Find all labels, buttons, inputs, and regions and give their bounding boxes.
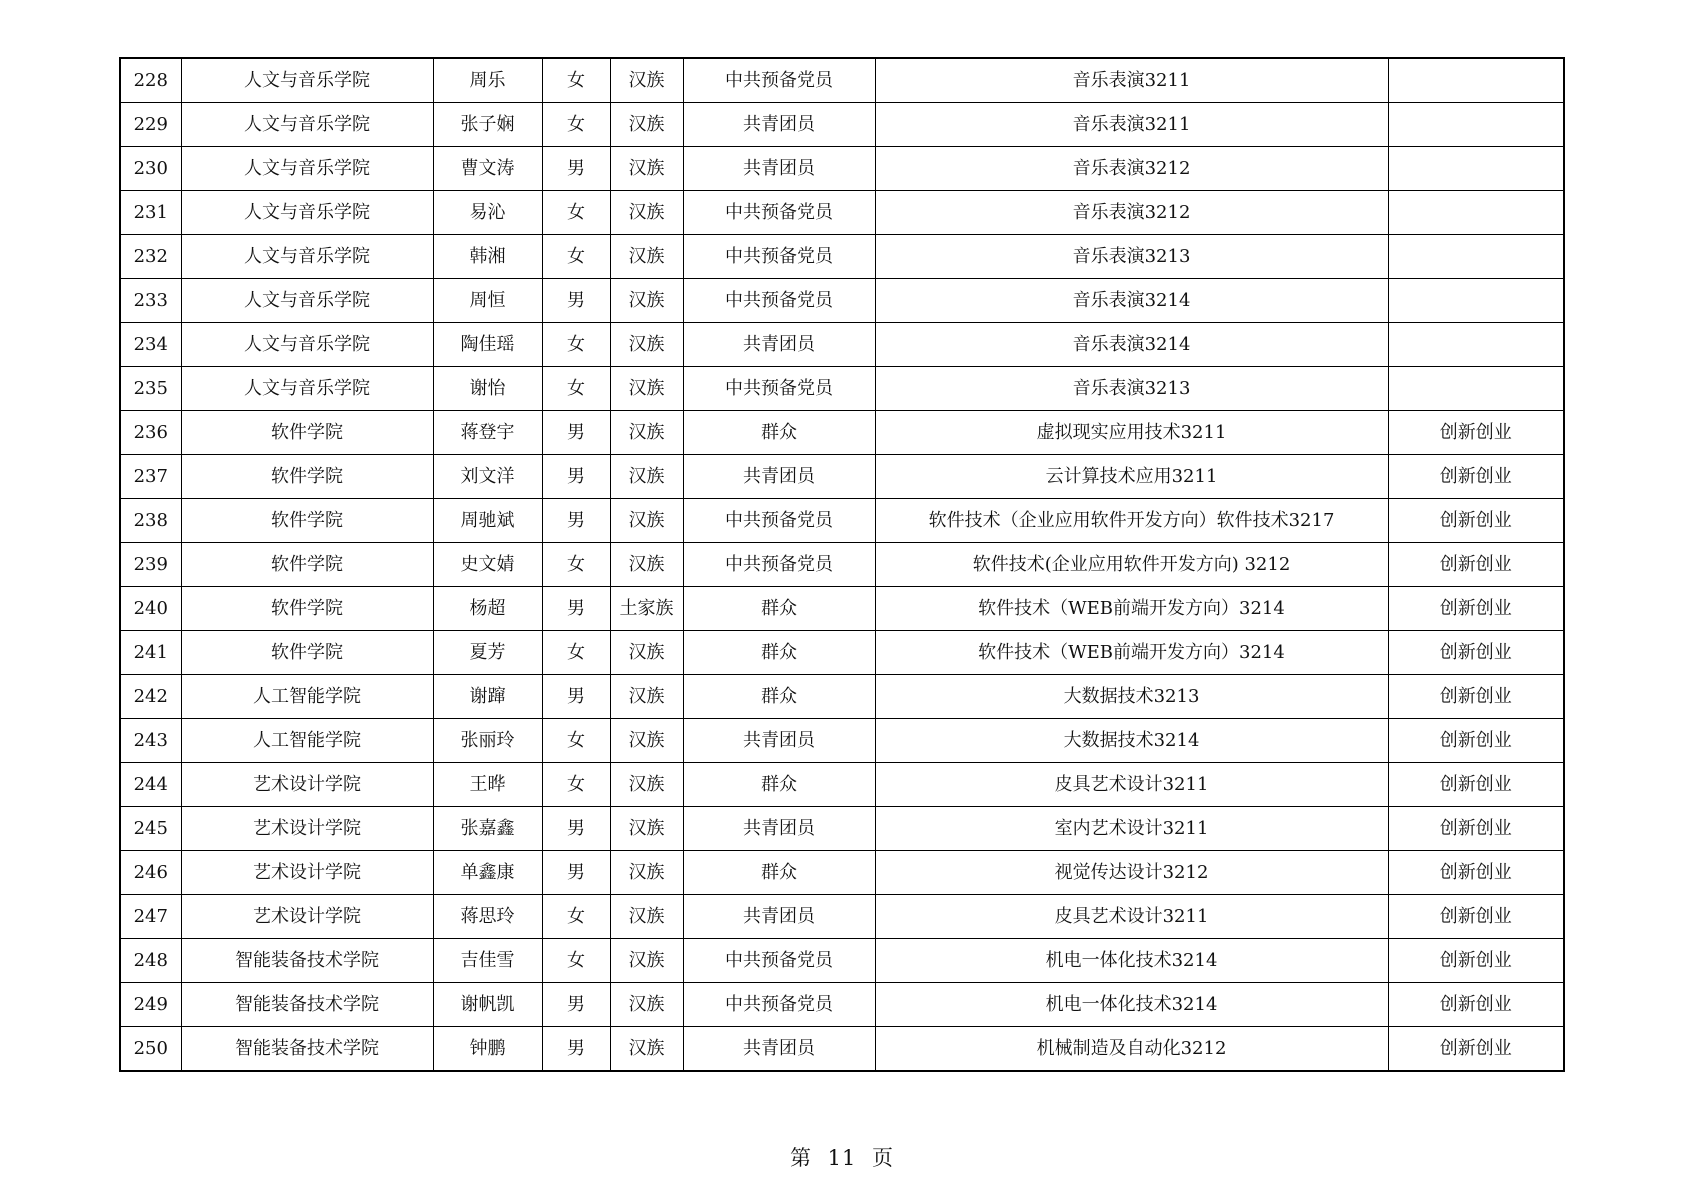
category-cell: 创新创业 [1388, 543, 1564, 587]
row-number-cell: 237 [120, 455, 181, 499]
political-status-cell: 群众 [683, 411, 875, 455]
gender-cell: 女 [542, 895, 610, 939]
category-cell [1388, 235, 1564, 279]
student-name-cell: 单鑫康 [433, 851, 542, 895]
major-class-cell: 大数据技术3213 [875, 675, 1388, 719]
page-suffix: 页 [872, 1146, 895, 1170]
ethnicity-cell: 汉族 [610, 807, 683, 851]
roster-sheet [119, 57, 1563, 1072]
major-class-cell: 音乐表演3213 [875, 367, 1388, 411]
row-number-cell: 232 [120, 235, 181, 279]
student-name-cell: 蒋思玲 [433, 895, 542, 939]
gender-cell: 女 [542, 367, 610, 411]
category-cell [1388, 323, 1564, 367]
table-row [120, 455, 1564, 499]
political-status-cell: 共青团员 [683, 807, 875, 851]
table-row [120, 543, 1564, 587]
major-class-cell: 视觉传达设计3212 [875, 851, 1388, 895]
political-status-cell: 群众 [683, 675, 875, 719]
political-status-cell: 共青团员 [683, 147, 875, 191]
college-cell: 人工智能学院 [181, 675, 433, 719]
ethnicity-cell: 汉族 [610, 851, 683, 895]
gender-cell: 男 [542, 455, 610, 499]
gender-cell: 男 [542, 499, 610, 543]
gender-cell: 女 [542, 58, 610, 103]
table-row [120, 763, 1564, 807]
ethnicity-cell: 汉族 [610, 455, 683, 499]
gender-cell: 男 [542, 807, 610, 851]
table-row [120, 323, 1564, 367]
category-cell: 创新创业 [1388, 895, 1564, 939]
major-class-cell: 机电一体化技术3214 [875, 983, 1388, 1027]
political-status-cell: 中共预备党员 [683, 235, 875, 279]
college-cell: 人工智能学院 [181, 719, 433, 763]
row-number-cell: 236 [120, 411, 181, 455]
gender-cell: 女 [542, 939, 610, 983]
student-name-cell: 周乐 [433, 58, 542, 103]
college-cell: 人文与音乐学院 [181, 235, 433, 279]
ethnicity-cell: 汉族 [610, 719, 683, 763]
ethnicity-cell: 汉族 [610, 631, 683, 675]
political-status-cell: 群众 [683, 587, 875, 631]
college-cell: 艺术设计学院 [181, 807, 433, 851]
political-status-cell: 群众 [683, 851, 875, 895]
student-name-cell: 谢怡 [433, 367, 542, 411]
gender-cell: 男 [542, 587, 610, 631]
ethnicity-cell: 汉族 [610, 191, 683, 235]
major-class-cell: 皮具艺术设计3211 [875, 763, 1388, 807]
student-roster-table [119, 57, 1565, 1072]
category-cell: 创新创业 [1388, 411, 1564, 455]
gender-cell: 女 [542, 631, 610, 675]
college-cell: 人文与音乐学院 [181, 367, 433, 411]
ethnicity-cell: 汉族 [610, 279, 683, 323]
ethnicity-cell: 汉族 [610, 411, 683, 455]
political-status-cell: 群众 [683, 631, 875, 675]
major-class-cell: 软件技术（WEB前端开发方向）3214 [875, 587, 1388, 631]
ethnicity-cell: 汉族 [610, 103, 683, 147]
category-cell: 创新创业 [1388, 1027, 1564, 1072]
major-class-cell: 音乐表演3213 [875, 235, 1388, 279]
ethnicity-cell: 汉族 [610, 147, 683, 191]
student-name-cell: 钟鹏 [433, 1027, 542, 1072]
major-class-cell: 音乐表演3211 [875, 58, 1388, 103]
gender-cell: 男 [542, 411, 610, 455]
gender-cell: 女 [542, 235, 610, 279]
ethnicity-cell: 汉族 [610, 367, 683, 411]
row-number-cell: 243 [120, 719, 181, 763]
major-class-cell: 软件技术（企业应用软件开发方向）软件技术3217 [875, 499, 1388, 543]
ethnicity-cell: 汉族 [610, 763, 683, 807]
gender-cell: 男 [542, 279, 610, 323]
page-prefix: 第 [789, 1146, 812, 1170]
political-status-cell: 中共预备党员 [683, 58, 875, 103]
student-name-cell: 夏芳 [433, 631, 542, 675]
category-cell: 创新创业 [1388, 763, 1564, 807]
major-class-cell: 云计算技术应用3211 [875, 455, 1388, 499]
gender-cell: 女 [542, 543, 610, 587]
table-row [120, 147, 1564, 191]
table-row [120, 367, 1564, 411]
ethnicity-cell: 汉族 [610, 58, 683, 103]
student-name-cell: 王晔 [433, 763, 542, 807]
political-status-cell: 共青团员 [683, 455, 875, 499]
category-cell [1388, 103, 1564, 147]
gender-cell: 男 [542, 147, 610, 191]
row-number-cell: 242 [120, 675, 181, 719]
political-status-cell: 中共预备党员 [683, 191, 875, 235]
ethnicity-cell: 汉族 [610, 543, 683, 587]
student-name-cell: 张子娴 [433, 103, 542, 147]
category-cell [1388, 279, 1564, 323]
gender-cell: 男 [542, 983, 610, 1027]
college-cell: 人文与音乐学院 [181, 103, 433, 147]
major-class-cell: 室内艺术设计3211 [875, 807, 1388, 851]
college-cell: 艺术设计学院 [181, 851, 433, 895]
table-row [120, 587, 1564, 631]
category-cell: 创新创业 [1388, 455, 1564, 499]
major-class-cell: 皮具艺术设计3211 [875, 895, 1388, 939]
category-cell [1388, 367, 1564, 411]
roster-body [120, 58, 1564, 1071]
ethnicity-cell: 汉族 [610, 323, 683, 367]
row-number-cell: 245 [120, 807, 181, 851]
gender-cell: 女 [542, 103, 610, 147]
political-status-cell: 中共预备党员 [683, 983, 875, 1027]
political-status-cell: 共青团员 [683, 323, 875, 367]
table-row [120, 895, 1564, 939]
political-status-cell: 共青团员 [683, 895, 875, 939]
political-status-cell: 中共预备党员 [683, 543, 875, 587]
major-class-cell: 机械制造及自动化3212 [875, 1027, 1388, 1072]
table-row [120, 191, 1564, 235]
political-status-cell: 中共预备党员 [683, 499, 875, 543]
student-name-cell: 谢蹿 [433, 675, 542, 719]
table-row [120, 939, 1564, 983]
major-class-cell: 音乐表演3214 [875, 279, 1388, 323]
table-row [120, 58, 1564, 103]
row-number-cell: 250 [120, 1027, 181, 1072]
major-class-cell: 音乐表演3212 [875, 191, 1388, 235]
student-name-cell: 蒋登宇 [433, 411, 542, 455]
page-footer [0, 1142, 1684, 1172]
college-cell: 人文与音乐学院 [181, 58, 433, 103]
gender-cell: 女 [542, 191, 610, 235]
category-cell: 创新创业 [1388, 719, 1564, 763]
college-cell: 艺术设计学院 [181, 895, 433, 939]
row-number-cell: 241 [120, 631, 181, 675]
political-status-cell: 共青团员 [683, 1027, 875, 1072]
row-number-cell: 244 [120, 763, 181, 807]
college-cell: 智能装备技术学院 [181, 939, 433, 983]
political-status-cell: 中共预备党员 [683, 367, 875, 411]
row-number-cell: 228 [120, 58, 181, 103]
major-class-cell: 音乐表演3214 [875, 323, 1388, 367]
row-number-cell: 235 [120, 367, 181, 411]
political-status-cell: 中共预备党员 [683, 939, 875, 983]
table-row [120, 807, 1564, 851]
college-cell: 人文与音乐学院 [181, 191, 433, 235]
category-cell: 创新创业 [1388, 675, 1564, 719]
ethnicity-cell: 汉族 [610, 499, 683, 543]
ethnicity-cell: 汉族 [610, 895, 683, 939]
college-cell: 人文与音乐学院 [181, 323, 433, 367]
category-cell [1388, 147, 1564, 191]
political-status-cell: 共青团员 [683, 103, 875, 147]
category-cell: 创新创业 [1388, 983, 1564, 1027]
row-number-cell: 240 [120, 587, 181, 631]
category-cell [1388, 191, 1564, 235]
category-cell: 创新创业 [1388, 807, 1564, 851]
table-row [120, 675, 1564, 719]
row-number-cell: 239 [120, 543, 181, 587]
row-number-cell: 247 [120, 895, 181, 939]
major-class-cell: 音乐表演3211 [875, 103, 1388, 147]
table-row [120, 851, 1564, 895]
student-name-cell: 易沁 [433, 191, 542, 235]
category-cell [1388, 58, 1564, 103]
student-name-cell: 吉佳雪 [433, 939, 542, 983]
college-cell: 软件学院 [181, 499, 433, 543]
category-cell: 创新创业 [1388, 631, 1564, 675]
political-status-cell: 共青团员 [683, 719, 875, 763]
student-name-cell: 杨超 [433, 587, 542, 631]
table-row [120, 411, 1564, 455]
student-name-cell: 周驰斌 [433, 499, 542, 543]
category-cell: 创新创业 [1388, 499, 1564, 543]
major-class-cell: 软件技术(企业应用软件开发方向) 3212 [875, 543, 1388, 587]
row-number-cell: 248 [120, 939, 181, 983]
ethnicity-cell: 汉族 [610, 939, 683, 983]
ethnicity-cell: 汉族 [610, 983, 683, 1027]
college-cell: 软件学院 [181, 543, 433, 587]
gender-cell: 男 [542, 851, 610, 895]
table-row [120, 103, 1564, 147]
row-number-cell: 231 [120, 191, 181, 235]
category-cell: 创新创业 [1388, 939, 1564, 983]
row-number-cell: 229 [120, 103, 181, 147]
ethnicity-cell: 汉族 [610, 675, 683, 719]
table-row [120, 235, 1564, 279]
student-name-cell: 张嘉鑫 [433, 807, 542, 851]
student-name-cell: 周恒 [433, 279, 542, 323]
student-name-cell: 史文婧 [433, 543, 542, 587]
student-name-cell: 刘文洋 [433, 455, 542, 499]
table-row [120, 499, 1564, 543]
major-class-cell: 机电一体化技术3214 [875, 939, 1388, 983]
major-class-cell: 大数据技术3214 [875, 719, 1388, 763]
student-name-cell: 曹文涛 [433, 147, 542, 191]
college-cell: 软件学院 [181, 631, 433, 675]
row-number-cell: 238 [120, 499, 181, 543]
college-cell: 软件学院 [181, 455, 433, 499]
major-class-cell: 音乐表演3212 [875, 147, 1388, 191]
college-cell: 软件学院 [181, 411, 433, 455]
college-cell: 人文与音乐学院 [181, 147, 433, 191]
gender-cell: 男 [542, 1027, 610, 1072]
major-class-cell: 虚拟现实应用技术3211 [875, 411, 1388, 455]
page-number: 11 [827, 1146, 857, 1170]
row-number-cell: 246 [120, 851, 181, 895]
political-status-cell: 群众 [683, 763, 875, 807]
gender-cell: 女 [542, 763, 610, 807]
ethnicity-cell: 汉族 [610, 1027, 683, 1072]
table-row [120, 719, 1564, 763]
student-name-cell: 韩湘 [433, 235, 542, 279]
college-cell: 人文与音乐学院 [181, 279, 433, 323]
ethnicity-cell: 土家族 [610, 587, 683, 631]
gender-cell: 男 [542, 675, 610, 719]
gender-cell: 女 [542, 323, 610, 367]
gender-cell: 女 [542, 719, 610, 763]
category-cell: 创新创业 [1388, 851, 1564, 895]
student-name-cell: 张丽玲 [433, 719, 542, 763]
college-cell: 智能装备技术学院 [181, 1027, 433, 1072]
student-name-cell: 陶佳瑶 [433, 323, 542, 367]
college-cell: 艺术设计学院 [181, 763, 433, 807]
category-cell: 创新创业 [1388, 587, 1564, 631]
college-cell: 智能装备技术学院 [181, 983, 433, 1027]
row-number-cell: 230 [120, 147, 181, 191]
row-number-cell: 249 [120, 983, 181, 1027]
ethnicity-cell: 汉族 [610, 235, 683, 279]
row-number-cell: 234 [120, 323, 181, 367]
table-row [120, 631, 1564, 675]
major-class-cell: 软件技术（WEB前端开发方向）3214 [875, 631, 1388, 675]
political-status-cell: 中共预备党员 [683, 279, 875, 323]
student-name-cell: 谢帆凯 [433, 983, 542, 1027]
row-number-cell: 233 [120, 279, 181, 323]
table-row [120, 279, 1564, 323]
table-row [120, 983, 1564, 1027]
college-cell: 软件学院 [181, 587, 433, 631]
table-row [120, 1027, 1564, 1072]
